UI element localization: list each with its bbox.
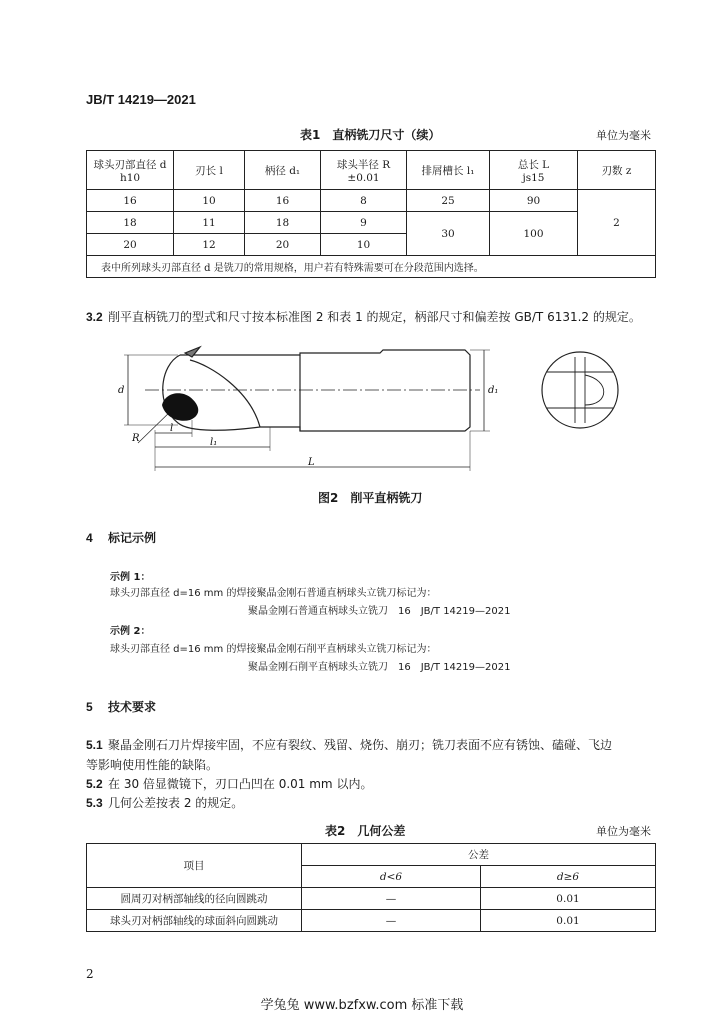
para-number: 5.2 [86,777,103,791]
header-L-tol: js15 [522,171,545,184]
cell-l: 10 [174,190,245,212]
label-d1: d₁ [488,385,499,396]
flute-curve [190,360,260,427]
cell-L-merged: 100 [490,212,578,256]
header-L-label: 总长 L [517,158,550,171]
cell-l: 12 [174,234,245,256]
para-3-2 [86,308,641,325]
cell-l1: 25 [407,190,490,212]
para-5-2 [86,775,372,792]
section-number: 4 [86,531,93,545]
para-5-3 [86,794,243,811]
cell-l1-merged: 30 [407,212,490,256]
cell-l: 11 [174,212,245,234]
cell-ge6: 0.01 [481,888,656,910]
header-d-label: 球头刃部直径 d [93,158,167,171]
cell-r: 10 [321,234,407,256]
table2-unit: 单位为毫米 [596,825,651,838]
section-title: 标记示例 [108,531,157,545]
example1-text: 球头刃部直径 d=16 mm 的焊接聚晶金刚石普通直柄球头立铣刀标记为： [110,588,437,599]
cell-d: 20 [87,234,174,256]
header-r-tol: ±0.01 [347,171,380,184]
header-d-tol: h10 [119,171,141,184]
pcd-insert [162,393,198,420]
cell-d: 16 [87,190,174,212]
example1-label: 示例 1： [110,572,151,583]
cell-lt6: — [302,910,481,932]
para-text: 几何公差按表 2 的规定。 [108,796,244,810]
header-L [490,151,578,190]
header-l1: 排屑槽长 l₁ [407,151,490,190]
cell-item: 球头刃对柄部轴线的球面斜向圆跳动 [87,910,302,932]
label-l: l [170,423,174,434]
header-tolerance: 公差 [302,844,656,866]
cell-d1: 18 [245,212,321,234]
cell-d: 18 [87,212,174,234]
cell-ge6: 0.01 [481,910,656,932]
table1-title: 表1 直柄铣刀尺寸（续） [300,128,441,142]
example1-mark: 聚晶金刚石普通直柄球头立铣刀 16 JB/T 14219—2021 [248,606,511,617]
table-header-row [87,151,656,190]
table-header-row [87,844,656,866]
para-5-1 [86,736,612,753]
section-number: 5 [86,700,93,714]
cell-r: 8 [321,190,407,212]
para-5-1-cont: 等影响使用性能的缺陷。 [86,758,219,772]
para-number: 3.2 [86,310,103,324]
cell-d1: 20 [245,234,321,256]
table-row [87,888,656,910]
cell-d1: 16 [245,190,321,212]
table1-unit: 单位为毫米 [596,129,651,142]
page-number: 2 [86,967,94,981]
table-row [87,910,656,932]
header-d-ge-6: d≥6 [481,866,656,888]
para-number: 5.1 [86,738,103,752]
header-item: 项目 [87,844,302,888]
header-z: 刃数 z [578,151,656,190]
label-R: R [132,433,140,444]
figure2-caption: 图2 削平直柄铣刀 [318,491,423,505]
figure2-drawing [110,335,650,480]
standard-code: JB/T 14219—2021 [86,92,196,107]
cell-item: 圆周刃对柄部轴线的径向圆跳动 [87,888,302,910]
cell-L: 90 [490,190,578,212]
shank-outline [180,350,470,431]
cell-r: 9 [321,212,407,234]
table-row [87,190,656,212]
para-text: 在 30 倍显微镜下，刃口凸凹在 0.01 mm 以内。 [108,777,373,791]
table2-title: 表2 几何公差 [325,824,406,838]
header-d1: 柄径 d₁ [245,151,321,190]
section-title: 技术要求 [108,700,157,714]
header-r [321,151,407,190]
section4-heading [86,529,156,546]
header-d [87,151,174,190]
label-l1: l₁ [210,437,218,448]
cell-lt6: — [302,888,481,910]
header-r-label: 球头半径 R [336,158,391,171]
end-view-circle [542,352,618,428]
example2-label: 示例 2： [110,626,151,637]
table-row [87,212,656,234]
section5-heading [86,698,156,715]
example2-mark: 聚晶金刚石削平直柄球头立铣刀 16 JB/T 14219—2021 [248,662,511,673]
table2 [86,843,656,932]
table1 [86,150,656,278]
para-text: 聚晶金刚石刀片焊接牢固，不应有裂纹、残留、烧伤、崩刃；铣刀表面不应有锈蚀、磕碰、飞边 [108,738,613,752]
para-number: 5.3 [86,796,103,810]
label-d: d [118,385,125,396]
cell-z-merged: 2 [578,190,656,256]
example2-text: 球头刃部直径 d=16 mm 的焊接聚晶金刚石削平直柄球头立铣刀标记为： [110,644,437,655]
header-l: 刃长 l [174,151,245,190]
table-note-row [87,256,656,278]
para-text: 削平直柄铣刀的型式和尺寸按本标准图 2 和表 1 的规定，柄部尺寸和偏差按 GB/T 6131.2 的规定。 [108,310,641,324]
label-L: L [308,457,315,468]
table1-note: 表中所列球头刃部直径 d 是铣刀的常用规格，用户若有特殊需要可在分段范围内选择。 [87,256,656,278]
watermark: 学兔兔 www.bzfxw.com 标准下载 [260,998,464,1013]
header-d-lt-6: d<6 [302,866,481,888]
